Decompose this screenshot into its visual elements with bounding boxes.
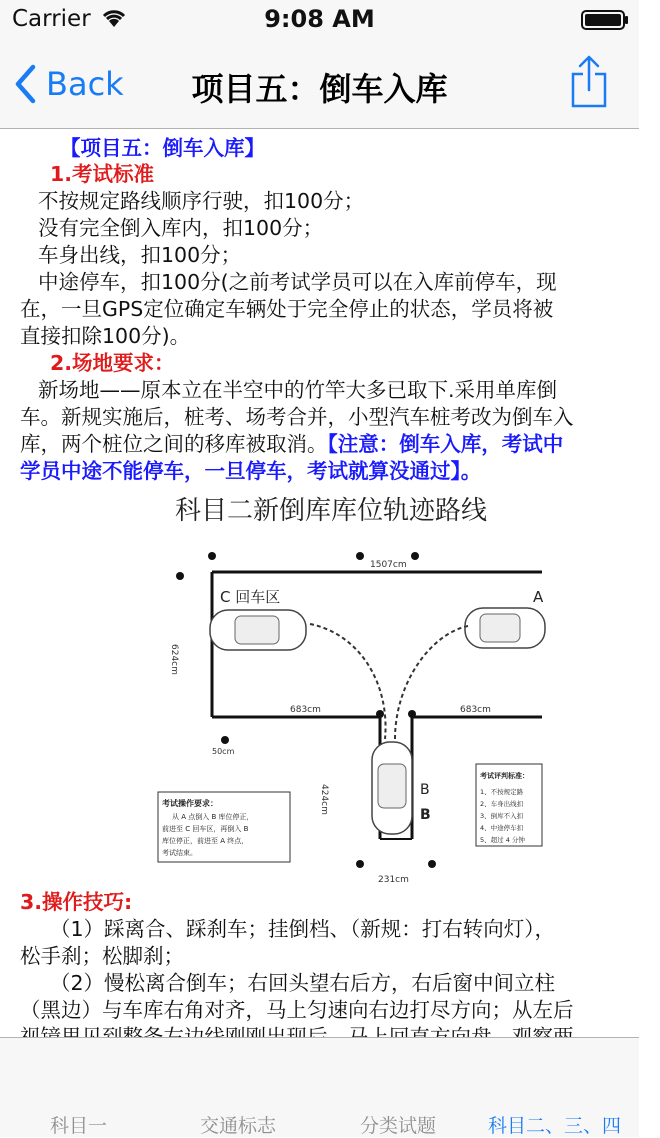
dim-bottom: 231cm — [378, 875, 409, 885]
dim-top: 1507cm — [370, 560, 407, 570]
box1-line: 库位停正，前进至 A 终点， — [162, 837, 249, 845]
status-bar — [0, 0, 639, 40]
paragraph-line: 松手刹；松脚刹； — [20, 944, 184, 968]
box2-line: 5、超过 4 分钟 — [480, 836, 525, 844]
paragraph-line — [20, 431, 620, 458]
battery-icon — [581, 10, 629, 30]
box2-title: 考试评判标准： — [480, 772, 529, 780]
section-2-title: 2.场地要求： — [50, 351, 175, 375]
car-a — [465, 608, 545, 648]
box1-line: 从 A 点倒入 B 库位停正， — [172, 813, 254, 821]
point-b-label: B — [420, 807, 431, 823]
point-b-label: B — [420, 782, 430, 798]
dim-left: 683cm — [290, 705, 321, 715]
box2-line: 1、不按规定路 — [480, 788, 524, 796]
paragraph-line: 新场地——原本立在半空中的竹竿大多已取下.采用单库倒 — [38, 378, 558, 402]
page-title: 项目五：倒车入库 — [191, 70, 448, 108]
carrier-label: Carrier — [12, 6, 91, 32]
box2-line: 3、倒库不入扣 — [480, 812, 524, 820]
section-1-title: 1.考试标准 — [50, 162, 155, 186]
navigation-bar — [0, 40, 639, 129]
paragraph-line: （黑边）与车库右角对齐，马上匀速向右边打尽方向；从左后 — [20, 998, 574, 1022]
paragraph-line: 在，一旦GPS定位确定车辆处于完全停止的状态，学员将被 — [20, 297, 554, 321]
paragraph-line: （2）慢松离合倒车；右回头望右后方，右后窗中间立柱 — [50, 971, 556, 995]
text-span: 库，两个桩位之间的移库被取消。 — [20, 432, 328, 456]
paragraph-line: 车。新规实施后，桩考、场考合并，小型汽车桩考改为倒车入 — [20, 405, 574, 429]
article-content — [0, 129, 639, 1037]
article-heading: 【项目五：倒车入库】 — [60, 136, 265, 160]
box1-title: 考试操作要求： — [162, 799, 218, 808]
tab-subject-one[interactable]: 科目一 — [50, 1115, 108, 1137]
box2-line: 4、中途停车扣 — [480, 824, 524, 832]
paragraph-line: 没有完全倒入库内，扣100分； — [38, 216, 324, 240]
box2-line: 2、车身出线扣 — [480, 800, 524, 808]
warning-note-line: 学员中途不能停车，一旦停车，考试就算没通过】。 — [20, 459, 482, 483]
dim-right: 683cm — [460, 705, 491, 715]
dim-small: 50cm — [212, 747, 235, 756]
box1-line: 前进至 C 回车区，再倒入 B — [162, 825, 249, 833]
paragraph-line: 直接扣除100分)。 — [20, 324, 191, 348]
parking-diagram — [150, 484, 542, 899]
paragraph-line: 不按规定路线顺序行驶，扣100分； — [38, 189, 365, 213]
dim-depth: 424cm — [319, 784, 329, 815]
paragraph-line: 中途停车，扣100分(之前考试学员可以在入库前停车，现 — [38, 270, 557, 294]
diagram-title: 科目二新倒库库位轨迹路线 — [175, 496, 488, 526]
zone-c-label: C 回车区 — [220, 588, 281, 606]
car-b — [372, 742, 412, 834]
paragraph-line: 车身出线，扣100分； — [38, 243, 242, 267]
point-a-label: A — [533, 588, 544, 606]
back-label: Back — [46, 65, 124, 103]
section-3-title: 3.操作技巧: — [20, 890, 133, 914]
dim-side: 624cm — [169, 644, 179, 675]
tab-traffic-signs[interactable]: 交通标志 — [200, 1115, 277, 1137]
paragraph-line: （1）踩离合、踩刹车；挂倒档、（新规：打右转向灯）， — [50, 917, 556, 941]
tab-categorized-questions[interactable]: 分类试题 — [360, 1115, 437, 1137]
car-c — [210, 610, 306, 650]
box1-line: 考试结束。 — [162, 849, 197, 857]
share-icon[interactable] — [569, 54, 609, 110]
tab-subjects-two-three-four[interactable]: 科目二、三、四 — [488, 1115, 622, 1137]
tab-bar — [0, 1037, 639, 1137]
clock: 9:08 AM — [264, 5, 375, 33]
warning-note: 【注意：倒车入库，考试中 — [327, 432, 564, 456]
